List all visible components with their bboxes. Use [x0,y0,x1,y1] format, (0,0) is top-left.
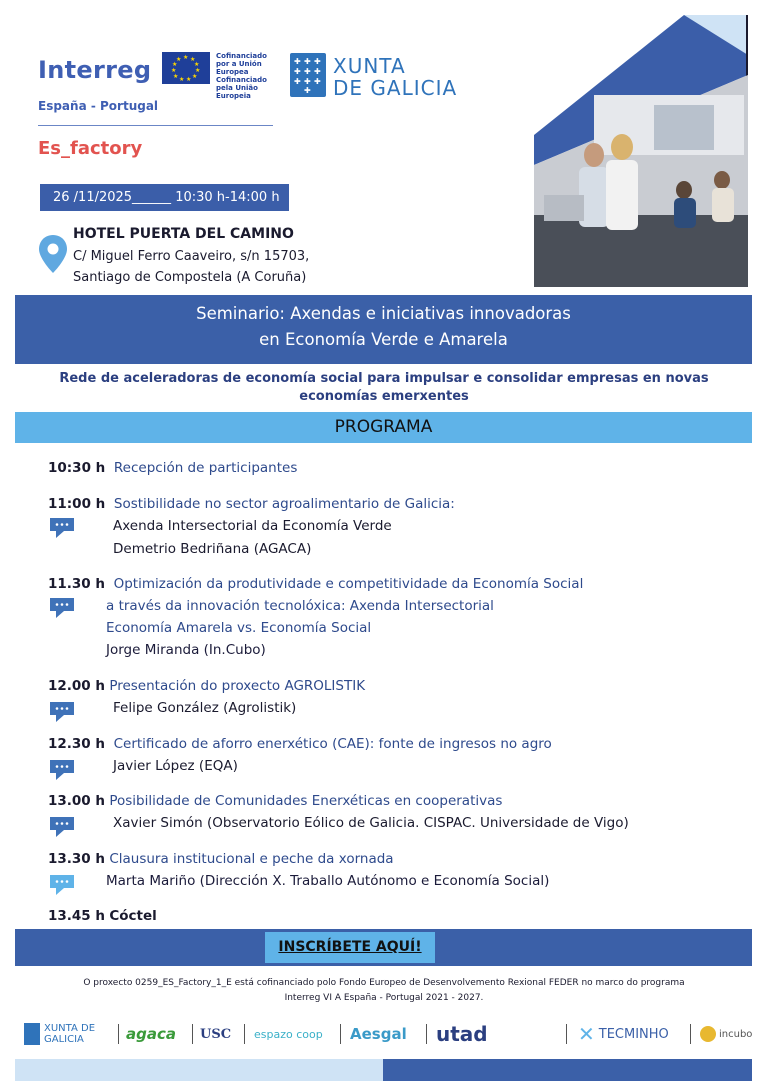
speaker-name: Javier López (EQA) [113,758,238,774]
seminar-title: Seminario: Axendas e iniciativas innovadoras en Economía Verde e Amarela [15,295,752,364]
logo-separator [340,1024,341,1044]
programme-item: 12.00 h Presentación do proxecto AGROLISTIK [48,678,366,694]
xunta-logo-text: XUNTA DE GALICIA [333,54,458,100]
venue-address-line1: C/ Miguel Ferro Caaveiro, s/n 15703, [73,249,310,264]
utad-logo: utad [436,1022,488,1046]
tecminho-logo: ✕ TECMINHO [578,1022,669,1046]
programme-item: 11:00 h Sostibilidade no sector agroalimentario de Galicia: [48,496,455,512]
speech-bubble-icon [48,759,76,781]
register-button[interactable]: INSCRÍBETE AQUÍ! [265,932,435,963]
header-divider [38,125,273,126]
footer-bar-light [15,1059,383,1081]
venue-name: HOTEL PUERTA DEL CAMINO [73,226,294,242]
tecminho-x-icon: ✕ [578,1022,595,1046]
speech-bubble-icon [48,816,76,838]
network-subtitle: Rede de aceleradoras de economía social para impulsar e consolidar empresas en novas economías emerxentes [59,371,709,404]
speech-bubble-icon [48,597,76,619]
agaca-logo: agaca [126,1025,176,1043]
programme-topic-line: a través da innovación tecnolóxica: Axenda Intersectorial [106,598,494,614]
venue-address-line2: Santiago de Compostela (A Coruña) [73,270,307,285]
xunta-shield-icon: ✚ ✚ ✚ ✚ ✚ ✚ ✚ ✚ ✚ ✚ [290,53,326,97]
eu-cofunding-text: Cofinanciado por a Unión Europea Cofinanciado pela União Europeia [216,52,267,100]
eu-flag-icon: ★ ★ ★ ★ ★ ★ ★ ★ ★ ★ ★ [162,52,210,84]
project-name: Es_factory [38,138,143,159]
speaker-name: Felipe González (Agrolistik) [113,700,297,716]
speaker-name: Marta Mariño (Dirección X. Traballo Autónomo e Economía Social) [106,873,550,889]
partner-logos [22,1018,753,1050]
location-pin-icon [38,234,68,274]
speech-bubble-icon [48,874,76,896]
logo-separator [426,1024,427,1044]
logo-separator [192,1024,193,1044]
logo-separator [118,1024,119,1044]
speaker-name: Jorge Miranda (In.Cubo) [106,642,266,658]
event-date-time: 26 /11/2025______ 10:30 h-14:00 h [40,184,289,211]
logo-separator [566,1024,567,1044]
xunta-partner-logo: XUNTA DE GALICIA [24,1018,104,1050]
footer-bar-dark [383,1059,752,1081]
speech-bubble-icon [48,701,76,723]
usc-logo: USC [200,1026,232,1042]
programme-heading: PROGRAMA [15,412,752,443]
logo-separator [690,1024,691,1044]
programme-item: 13.30 h Clausura institucional e peche da xornada [48,851,394,867]
programme-region: España - Portugal [38,99,159,113]
programme-item: 12.30 h Certificado de aforro enerxético (CAE): fonte de ingresos no agro [48,736,552,752]
funding-notice: O proxecto 0259_ES_Factory_1_E está cofinanciado polo Fondo Europeo de Desenvolvemento Rexional FEDER no marco do programa Interreg VI A España - Portugal 2021 - 2027. [83,978,685,1003]
programme-item: 13.00 h Posibilidade de Comunidades Enerxéticas en cooperativas [48,793,503,809]
interreg-logo: Interreg [38,56,152,84]
programme-topic-line: Axenda Intersectorial da Economía Verde [113,518,392,534]
speech-bubble-icon [48,517,76,539]
programme-item: 10:30 h Recepción de participantes [48,460,298,476]
speaker-name: Xavier Simón (Observatorio Eólico de Galicia. CISPAC. Universidade de Vigo) [113,815,629,831]
speaker-name: Demetrio Bedriñana (AGACA) [113,541,312,557]
programme-item: 11.30 h Optimización da produtividade e competitividade da Economía Social [48,576,584,592]
incubo-logo: incubo [700,1018,752,1050]
espazo-coop-logo: espazo coop [254,1027,323,1041]
programme-topic-line: Economía Amarela vs. Economía Social [106,620,372,636]
logo-separator [244,1024,245,1044]
aesgal-logo: Aesgal [350,1025,407,1043]
programme-item: 13.45 h Cóctel [48,908,157,924]
meeting-photo [534,15,748,287]
